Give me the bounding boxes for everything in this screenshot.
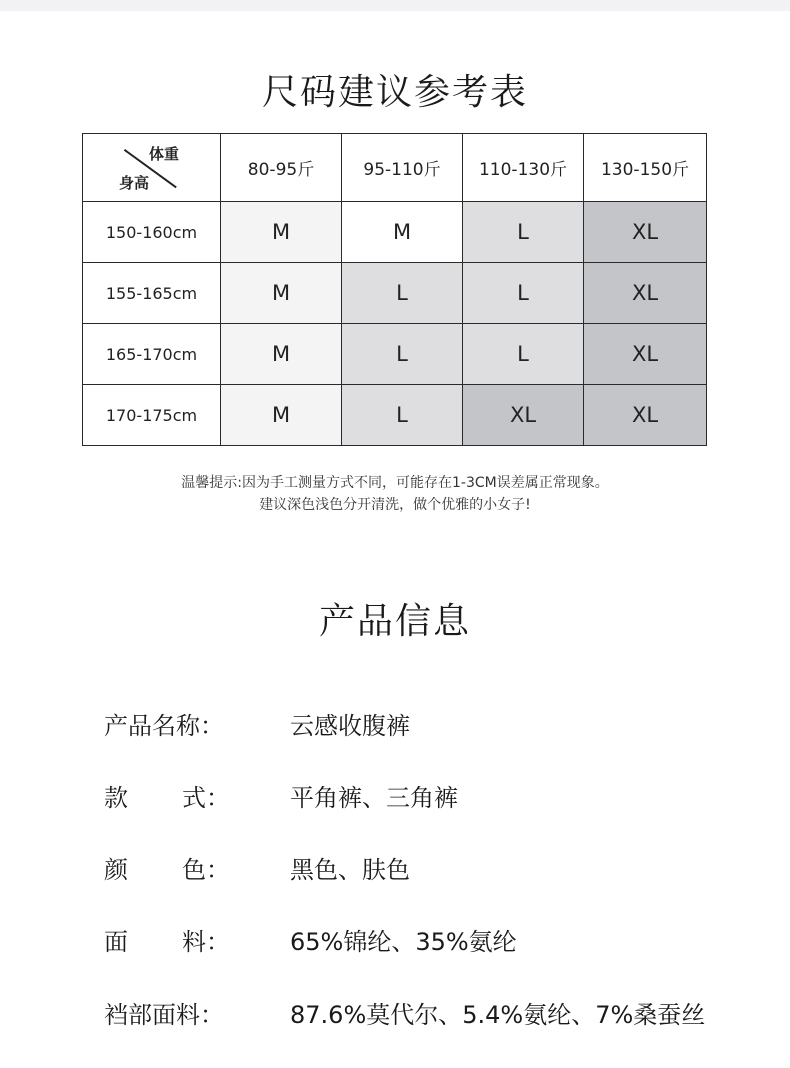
corner-height-label: 身高 [119,174,150,192]
weight-header: 80-95斤 [221,134,342,202]
size-cell: M [221,202,342,263]
size-cell: L [463,324,584,385]
info-value: 平角裤、三角裤 [290,784,458,812]
table-row [83,385,707,446]
size-chart-table [82,133,707,446]
weight-header: 110-130斤 [463,134,584,202]
info-label [104,850,230,885]
header-row [83,134,707,202]
info-row-crotch-fabric [0,995,790,1029]
height-cell: 150-160cm [83,202,221,263]
size-cell: M [342,202,463,263]
size-cell: XL [463,385,584,446]
info-row-fabric [0,922,790,956]
weight-header: 130-150斤 [584,134,707,202]
tip-note-line1: 温馨提示:因为手工测量方式不同，可能存在1-3CM误差属正常现象。 [181,475,609,491]
info-label-last: 式： [182,784,230,812]
corner-weight-label: 体重 [149,145,180,163]
height-cell: 165-170cm [83,324,221,385]
info-label-first: 面 [104,928,128,956]
size-chart-title: 尺码建议参考表 [261,72,528,113]
table-row [83,324,707,385]
size-cell: M [221,385,342,446]
size-cell: XL [584,324,707,385]
weight-header: 95-110斤 [342,134,463,202]
info-row-color [0,850,790,884]
info-label-first: 款 [104,784,128,812]
info-label [104,778,230,813]
info-value: 云感收腹裤 [290,712,410,740]
info-label [104,922,230,957]
info-label-first: 颜 [104,856,128,884]
size-cell: L [463,202,584,263]
height-cell: 155-165cm [83,263,221,324]
size-cell: L [342,385,463,446]
size-cell: XL [584,385,707,446]
info-label-last: 料： [182,928,230,956]
size-cell: L [342,263,463,324]
info-value: 黑色、肤色 [290,856,410,884]
info-label: 产品名称： [104,712,224,740]
table-row [83,263,707,324]
size-cell: L [342,324,463,385]
size-cell: L [463,263,584,324]
height-cell: 170-175cm [83,385,221,446]
info-row-style [0,778,790,812]
size-cell: M [221,324,342,385]
corner-cell [83,134,221,202]
info-label-last: 色： [182,856,230,884]
size-cell: XL [584,202,707,263]
top-strip [0,0,790,11]
info-value: 65%锦纶、35%氨纶 [290,928,517,956]
info-row-name [0,706,790,740]
size-cell: M [221,263,342,324]
table-row [83,202,707,263]
product-info-title: 产品信息 [318,601,471,642]
info-value: 87.6%莫代尔、5.4%氨纶、7%桑蚕丝 [290,1001,706,1029]
tip-note-line2: 建议深色浅色分开清洗，做个优雅的小女子! [259,497,531,513]
info-label: 裆部面料： [104,1001,224,1029]
size-cell: XL [584,263,707,324]
